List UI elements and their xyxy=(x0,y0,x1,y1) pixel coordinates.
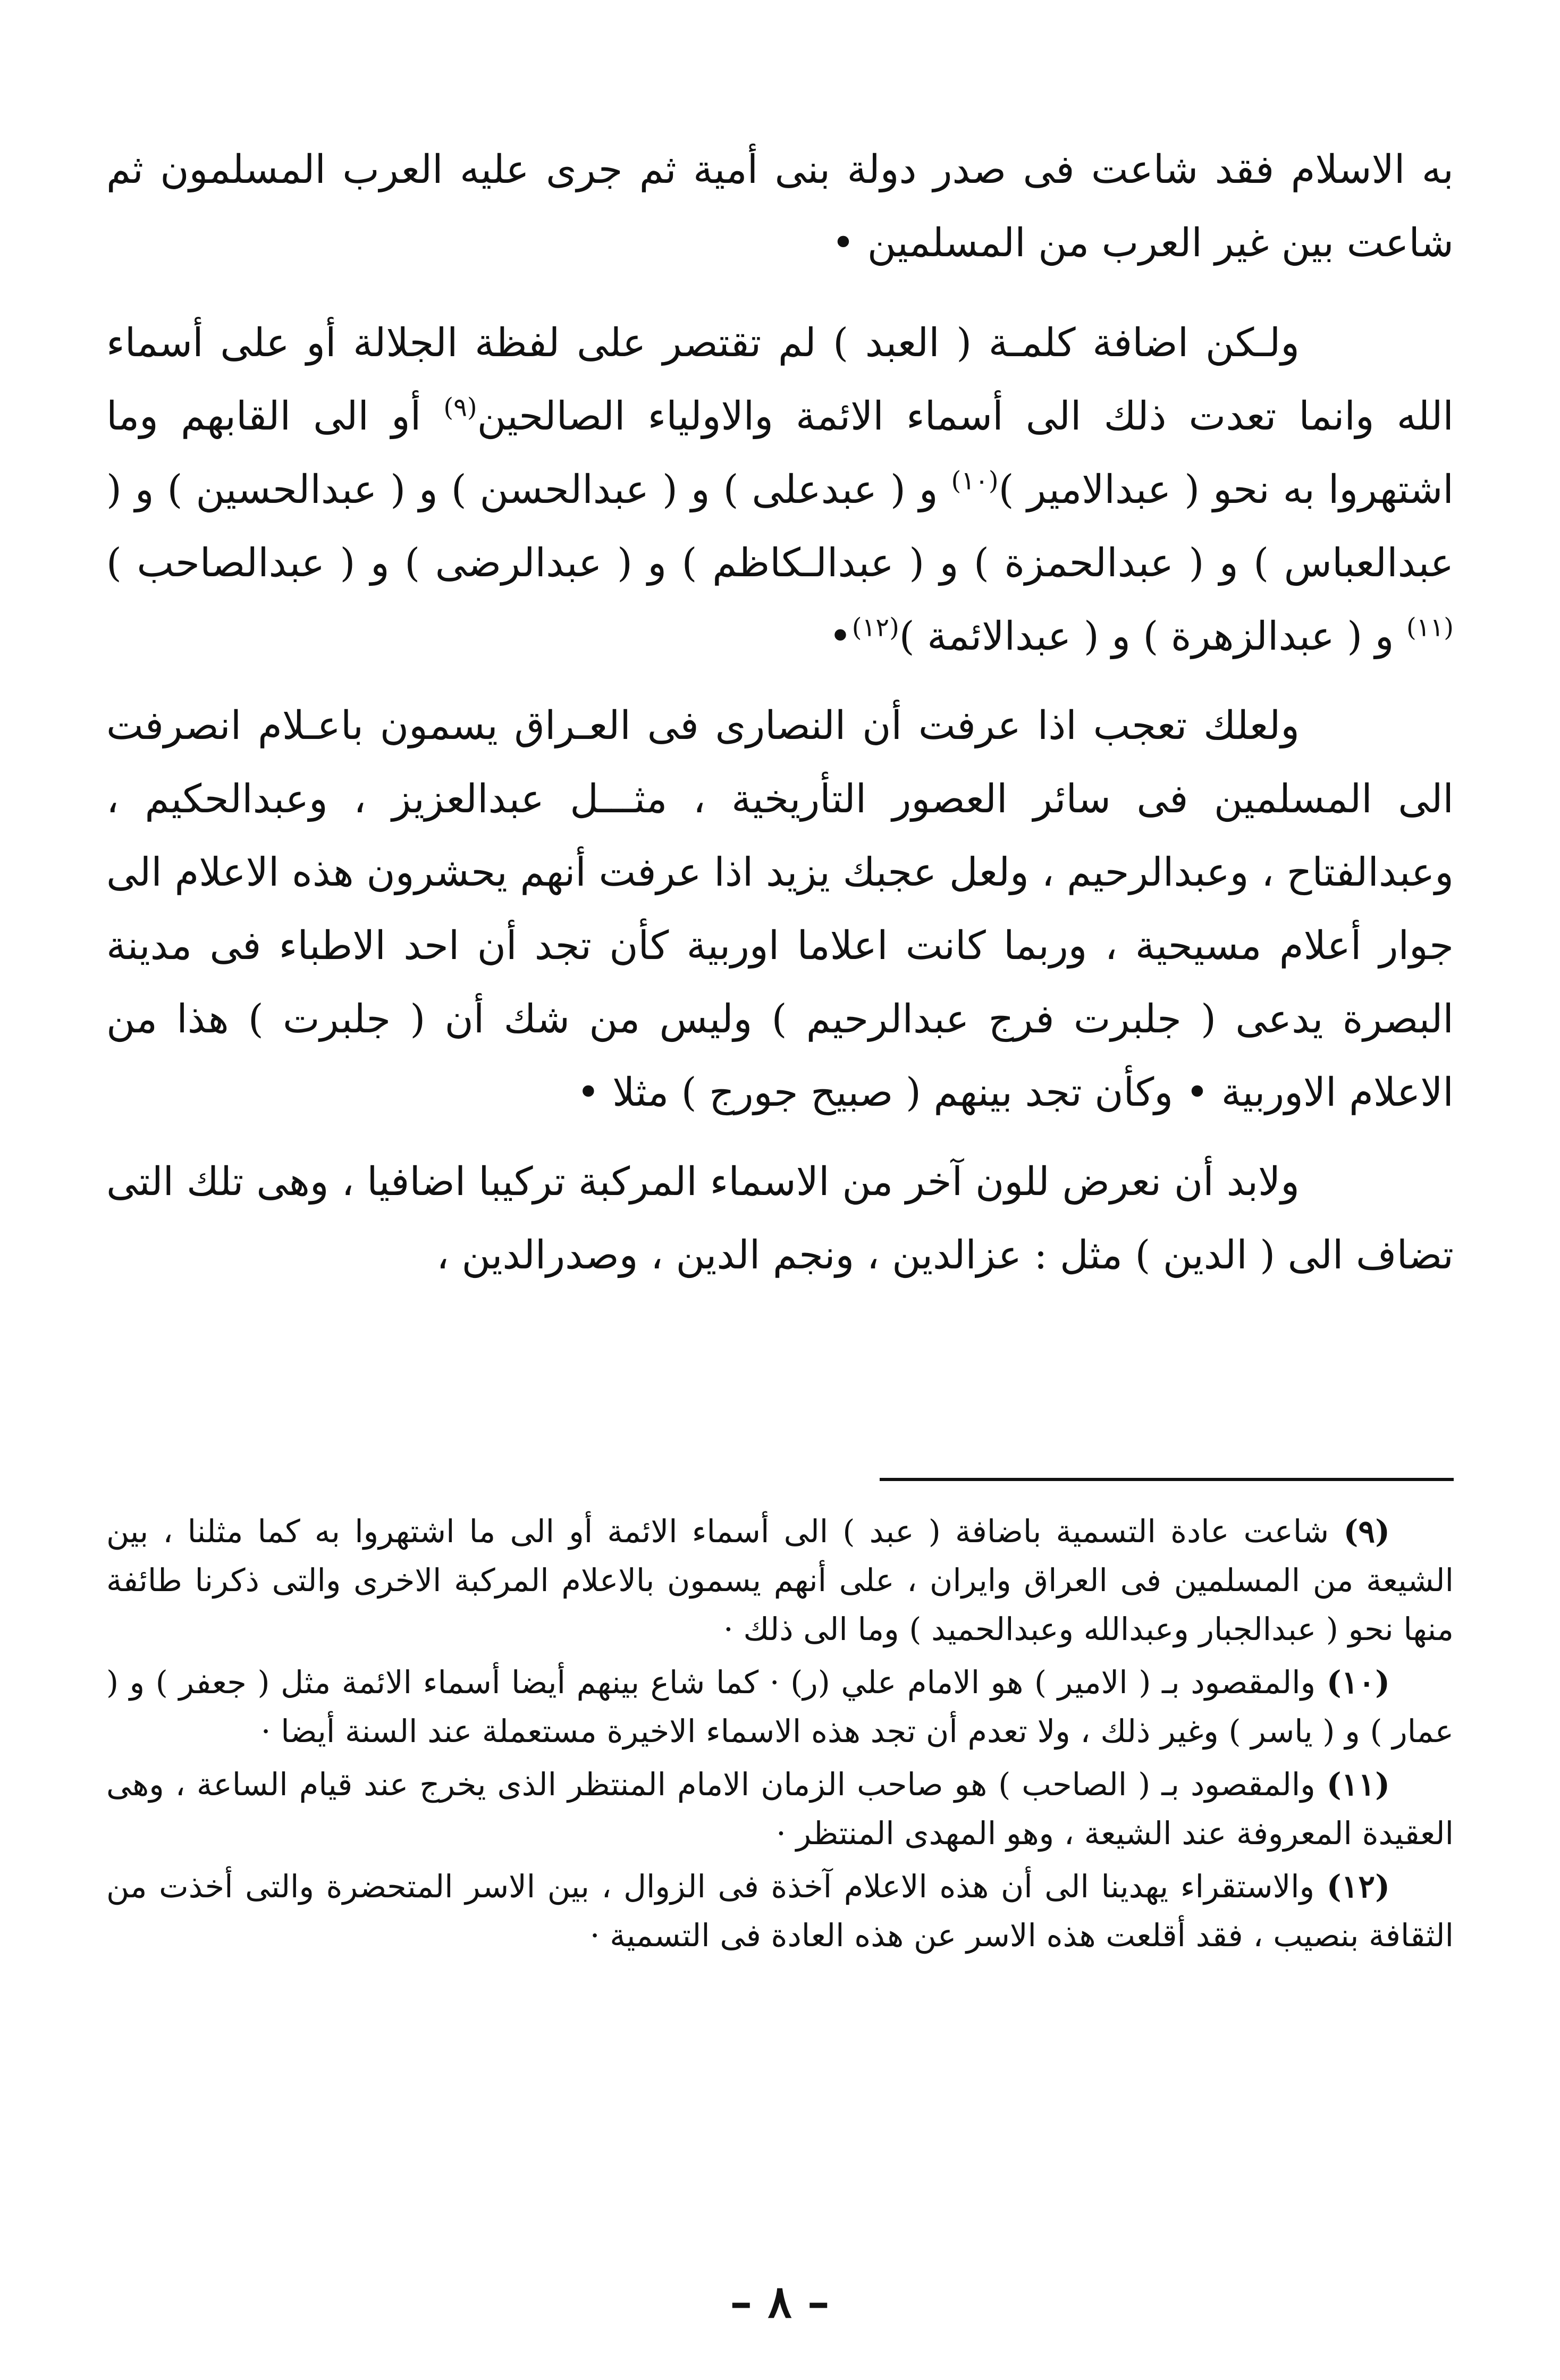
footnote-number: (١٠) xyxy=(1326,1664,1390,1701)
footnote-separator xyxy=(880,1478,1454,1481)
footnote-ref-12: (١٢) xyxy=(851,612,899,643)
footnote-text: شاعت عادة التسمية باضافة ( عبد ) الى أسماء الائمة أو الى ما اشتهروا به كما مثلنا ، بين الشيعة من المسلمين فى العراق وايران ، على أنهم يسمون بالاعلام المركبة الاخرى والتى ذكرنا طائفة منها نحو ( عبدالجبار وعبدالله وعبدالحميد ) وما الى ذلك · xyxy=(106,1513,1454,1647)
paragraph-continuation: به الاسلام فقد شاعت فى صدر دولة بنى أمية ثم جرى عليه العرب المسلمون ثم شاعت بين غير العرب من المسلمين • xyxy=(106,147,1454,266)
footnote-ref-11: (١١) xyxy=(1406,612,1454,643)
footnote-9 xyxy=(106,1507,1454,1654)
footnote-text: والمقصود بـ ( الصاحب ) هو صاحب الزمان الامام المنتظر الذى يخرج عند قيام الساعة ، وهى العقيدة المعروفة عند الشيعة ، وهو المهدى المنتظر · xyxy=(106,1766,1454,1852)
paragraph-christians: ولعلك تعجب اذا عرفت أن النصارى فى العـراق يسمون باعـلام انصرفت الى المسلمين فى سائر العصور التأريخية ، مثـــل عبدالعزيز ، وعبدالحكيم ، وعبدالفتاح ، وعبدالرحيم ، ولعل عجبك يزيد اذا عرفت أنهم يحشرون هذه الاعلام الى جوار أعلام مسيحية ، وربما كانت اعلاما اوربية كأن تجد أن احد الاطباء فى مدينة البصرة يدعى ( جلبرت فرج عبدالرحيم ) وليس من شك أن ( جلبرت ) هذا من الاعلام الاوربية • وكأن تجد بينهم ( صبيح جورج ) مثلا • xyxy=(106,703,1454,1115)
footnote-ref-10: (١٠) xyxy=(951,466,999,496)
main-text xyxy=(106,133,1454,1308)
footnotes xyxy=(106,1507,1454,1964)
footnote-number: (١١) xyxy=(1326,1766,1390,1803)
footnote-text: والاستقراء يهدينا الى أن هذه الاعلام آخذة فى الزوال ، بين الاسر المتحضرة والتى أخذت من الثقافة بنصيب ، فقد أقلعت هذه الاسر عن هذه العادة فى التسمية · xyxy=(106,1868,1454,1954)
paragraph-abd-names-part3: و ( عبدعلى ) و ( عبدالحسن ) و ( عبدالحسين ) و ( عبدالعباس ) و ( عبدالحمزة ) و ( عبدالـكاظم ) و ( عبدالرضى ) و ( عبدالصاحب ) xyxy=(106,467,1454,586)
paragraph-abd-names-part5: • xyxy=(829,613,852,659)
footnote-number: (٩) xyxy=(1343,1513,1390,1550)
paragraph-din-names: ولابد أن نعرض للون آخر من الاسماء المركبة تركيبا اضافيا ، وهى تلك التى تضاف الى ( الدين ) مثل : عزالدين ، ونجم الدين ، وصدرالدين ، xyxy=(106,1159,1454,1278)
footnote-10 xyxy=(106,1658,1454,1756)
page-number: – ٨ – xyxy=(730,2275,830,2328)
footnote-12 xyxy=(106,1862,1454,1960)
footnote-ref-9: (٩) xyxy=(443,392,477,423)
paragraph-abd-names-part4: و ( عبدالزهرة ) و ( عبدالائمة ) xyxy=(899,613,1406,659)
footnote-11 xyxy=(106,1760,1454,1858)
paragraph-abd-names-part1: ولـكن اضافة كلمـة ( العبد ) لم تقتصر على لفظة الجلالة أو على أسماء الله وانما تعدت ذلك الى أسماء الائمة والاولياء الصالحين xyxy=(106,320,1454,439)
paragraph-abd-names xyxy=(106,306,1454,673)
footnote-number: (١٢) xyxy=(1326,1868,1390,1905)
paragraph-abd-names-part2: أو الى القابهم وما اشتهروا به نحو ( عبدالامير ) xyxy=(106,393,1454,512)
footnote-text: والمقصود بـ ( الامير ) هو الامام علي (ر) · كما شاع بينهم أيضا أسماء الائمة مثل ( جعفر ) و ( عمار ) و ( ياسر ) وغير ذلك ، ولا تعدم أن تجد هذه الاسماء الاخيرة مستعملة عند السنة أيضا · xyxy=(106,1664,1454,1750)
